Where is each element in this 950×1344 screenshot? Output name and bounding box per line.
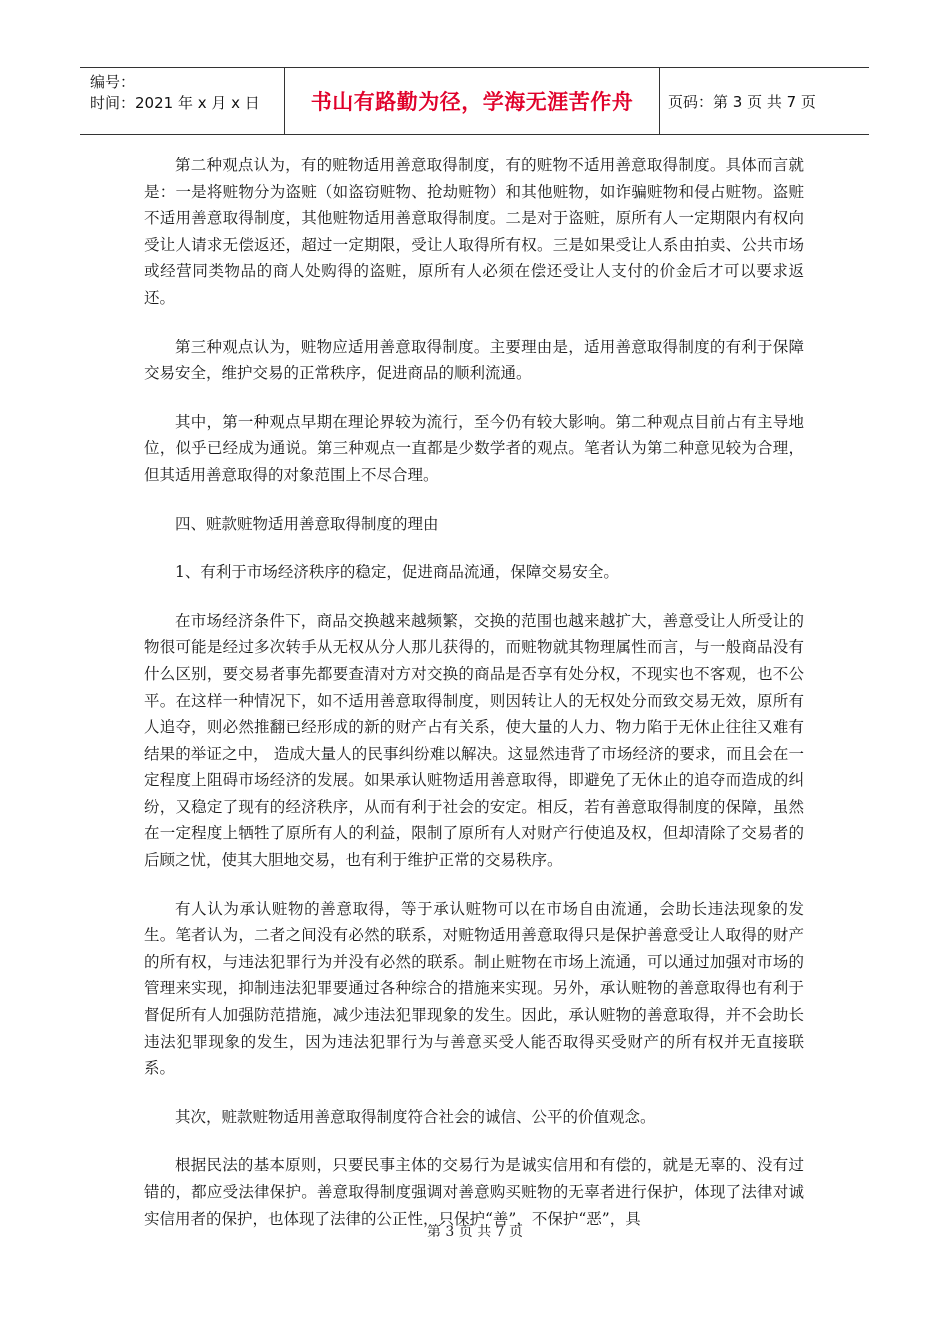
header-meta [80,68,285,134]
page-info: 页码：第 3 页 共 7 页 [668,92,816,111]
time-label: 时间：2021 年 x 月 x 日 [90,94,260,112]
footer-page-number: 第 3 页 共 7 页 [426,1224,524,1240]
page-header [80,67,869,135]
paragraph: 有人认为承认赃物的善意取得，等于承认赃物可以在市场自由流通，会助长违法现象的发生。笔者认为，二者之间没有必然的联系，对赃物适用善意取得只是保护善意受让人取得的财产的所有权，与违法犯罪行为并没有必然的联系。制止赃物在市场上流通，可以通过加强对市场的管理来实现，抑制违法犯罪要通过各种综合的措施来实现。另外，承认赃物的善意取得也有利于督促所有人加强防范措施，减少违法犯罪现象的发生。因此，承认赃物的善意取得，并不会助长违法犯罪现象的发生，因为违法犯罪行为与善意买受人能否取得买受财产的所有权并无直接联系。 [144,899,804,1078]
header-page-info [660,68,869,134]
paragraph: 其次，赃款赃物适用善意取得制度符合社会的诚信、公平的价值观念。 [175,1107,656,1126]
page-footer [0,1221,950,1241]
paragraph: 第三种观点认为，赃物应适用善意取得制度。主要理由是，适用善意取得制度的有利于保障交易安全，维护交易的正常秩序，促进商品的顺利流通。 [144,337,804,383]
number-label: 编号： [90,73,136,91]
header-motto-cell [285,68,660,134]
paragraph: 根据民法的基本原则，只要民事主体的交易行为是诚实信用和有偿的，就是无辜的、没有过错的，都应受法律保护。善意取得制度强调对善意购买赃物的无辜者进行保护，体现了法律对诚实信用者的保护，也体现了法律的公正性，只保护“善”，不保护“恶”，具 [144,1156,804,1228]
section-heading: 四、赃款赃物适用善意取得制度的理由 [175,514,439,533]
paragraph: 第二种观点认为，有的赃物适用善意取得制度，有的赃物不适用善意取得制度。具体而言就是：一是将赃物分为盗赃（如盗窃赃物、抢劫赃物）和其他赃物，如诈骗赃物和侵占赃物。盗赃不适用善意取得制度，其他赃物适用善意取得制度。二是对于盗赃，原所有人一定期限内有权向受让人请求无偿返还，超过一定期限，受让人取得所有权。三是如果受让人系由拍卖、公共市场或经营同类物品的商人处购得的盗赃，原所有人必须在偿还受让人支付的价金后才可以要求返还。 [144,156,804,307]
paragraph: 在市场经济条件下，商品交换越来越频繁，交换的范围也越来越扩大，善意受让人所受让的物很可能是经过多次转手从无权从分人那儿获得的，而赃物就其物理属性而言，与一般商品没有什么区别，要交易者事先都要查清对方对交换的商品是否享有处分权，不现实也不客观，也不公平。在这样一种情况下，如不适用善意取得制度，则因转让人的无权处分而致交易无效，原所有人追夺，则必然推翻已经形成的新的财产占有关系，使大量的人力、物力陷于无休止往往又难有结果的举证之中， 造成大量人的民事纠纷难以解决。这显然违背了市场经济的要求，而且会在一定程度上阻碍市场经济的发展。如果承认赃物适用善意取得，即避免了无休止的追夺而造成的纠纷，又稳定了现有的经济秩序，从而有利于社会的安定。相反，若有善意取得制度的保障，虽然在一定程度上牺牲了原所有人的利益，限制了原所有人对财产行使追及权，但却清除了交易者的后顾之忧，使其大胆地交易，也有利于维护正常的交易秩序。 [144,611,804,870]
motto: 书山有路勤为径，学海无涯苦作舟 [310,90,634,114]
sub-heading: 1、有利于市场经济秩序的稳定，促进商品流通，保障交易安全。 [175,563,619,582]
paragraph: 其中，第一种观点早期在理论界较为流行，至今仍有较大影响。第二种观点目前占有主导地位，似乎已经成为通说。第三种观点一直都是少数学者的观点。笔者认为第二种意见较为合理，但其适用善意取得的对象范围上不尽合理。 [144,412,804,484]
document-body [144,152,804,1254]
